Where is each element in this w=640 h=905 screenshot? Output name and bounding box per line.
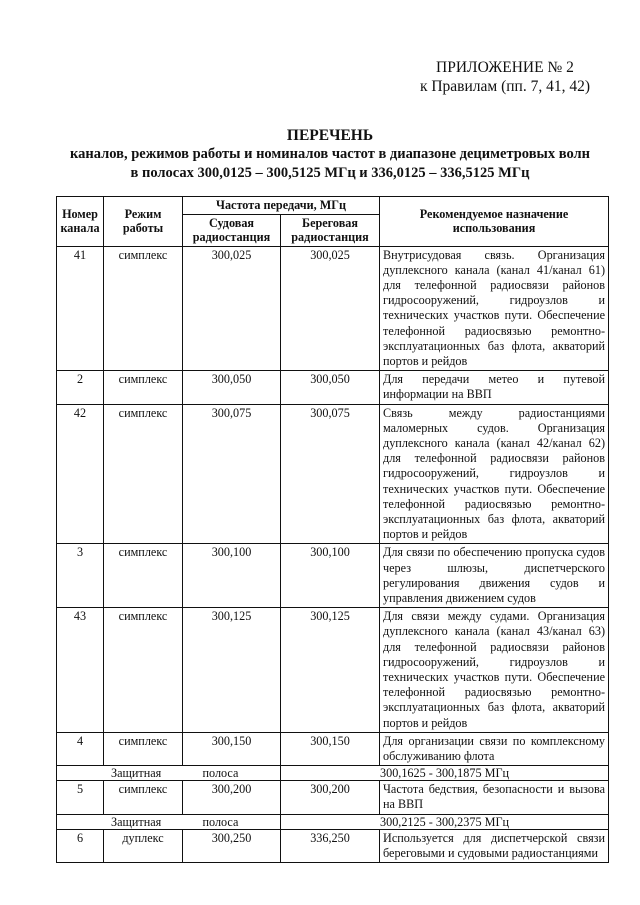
header-channel: Номер канала: [57, 197, 104, 247]
ship-frequency: 300,250: [183, 829, 281, 862]
channel-number: 42: [57, 404, 104, 544]
shore-frequency: 300,200: [281, 781, 380, 814]
ship-frequency: 300,150: [183, 732, 281, 765]
header-purpose: Рекомендуемое назначение использования: [380, 197, 609, 247]
purpose-cell: Частота бедствия, безопасности и вызова на ВВП: [380, 781, 609, 814]
document-heading: [40, 126, 620, 183]
channel-number: 43: [57, 608, 104, 733]
channel-number: 3: [57, 544, 104, 608]
guard-band-label: Защитная: [57, 766, 183, 781]
table-row: [57, 544, 609, 608]
purpose-cell: Внутрисудовая связь. Организация дуплексного канала (канал 41/канал 61) для телефонной радиосвязи районов гидросооружений, гидроузлов и технических участков пути. Обеспечение телефонной радиосвязью ремонтно-эксплуатационных баз флота, акваторий портов и рейдов: [380, 246, 609, 371]
guard-band-row: [57, 814, 609, 829]
channel-number: 5: [57, 781, 104, 814]
channel-number: 41: [57, 246, 104, 371]
purpose-cell: Для связи между судами. Организация дуплексного канала (канал 43/канал 63) для телефонной радиосвязи районов гидросооружений, гидроузлов и технических участков пути. Обеспечение телефонной радиосвязью ремонтно-эксплуатационных баз флота, акваторий портов и рейдов: [380, 608, 609, 733]
guard-band-word: полоса: [183, 814, 281, 829]
table-row: [57, 732, 609, 765]
purpose-cell: Связь между радиостанциями маломерных судов. Организация дуплексного канала (канал 42/канал 62) для телефонной радиосвязи районов гидросооружений, гидроузлов и технических участков пути. Обеспечение телефонной радиосвязью ремонтно-эксплуатационных баз флота, акваторий портов и рейдов: [380, 404, 609, 544]
ship-frequency: 300,050: [183, 371, 281, 404]
table-row: [57, 246, 609, 371]
mode-cell: симплекс: [104, 544, 183, 608]
mode-cell: симплекс: [104, 404, 183, 544]
ship-frequency: 300,200: [183, 781, 281, 814]
appendix-block: [420, 58, 590, 96]
shore-frequency: 300,150: [281, 732, 380, 765]
shore-frequency: 300,100: [281, 544, 380, 608]
purpose-cell: Для передачи метео и путевой информации на ВВП: [380, 371, 609, 404]
mode-cell: дуплекс: [104, 829, 183, 862]
channel-number: 6: [57, 829, 104, 862]
purpose-cell: Для связи по обеспечению пропуска судов через шлюзы, диспетчерского регулирования движения судов и управления движением судов: [380, 544, 609, 608]
header-frequency: Частота передачи, МГц: [183, 197, 380, 215]
mode-cell: симплекс: [104, 608, 183, 733]
guard-band-word: полоса: [183, 766, 281, 781]
document-subtitle-line2: в полосах 300,0125 – 300,5125 МГц и 336,0125 – 336,5125 МГц: [130, 165, 530, 181]
table-row: [57, 608, 609, 733]
mode-cell: симплекс: [104, 732, 183, 765]
ship-frequency: 300,100: [183, 544, 281, 608]
shore-frequency: 300,125: [281, 608, 380, 733]
appendix-title: ПРИЛОЖЕНИЕ № 2: [436, 59, 574, 76]
mode-cell: симплекс: [104, 371, 183, 404]
document-title: ПЕРЕЧЕНЬ: [286, 127, 374, 144]
shore-frequency: 300,075: [281, 404, 380, 544]
shore-frequency: 336,250: [281, 829, 380, 862]
ship-frequency: 300,125: [183, 608, 281, 733]
ship-frequency: 300,075: [183, 404, 281, 544]
ship-frequency: 300,025: [183, 246, 281, 371]
guard-band-range: 300,1625 - 300,1875 МГц: [281, 766, 609, 781]
mode-cell: симплекс: [104, 781, 183, 814]
document-subtitle-line1: каналов, режимов работы и номиналов частот в диапазоне дециметровых волн: [69, 146, 591, 162]
purpose-cell: Используется для диспетчерской связи береговыми и судовыми радиостанциями: [380, 829, 609, 862]
header-ship: Судовая радиостанция: [183, 214, 281, 246]
table-row: [57, 829, 609, 862]
channel-number: 4: [57, 732, 104, 765]
table-row: [57, 404, 609, 544]
shore-frequency: 300,050: [281, 371, 380, 404]
table-row: [57, 371, 609, 404]
channel-number: 2: [57, 371, 104, 404]
purpose-cell: Для организации связи по комплексному обслуживанию флота: [380, 732, 609, 765]
header-mode: Режим работы: [104, 197, 183, 247]
appendix-reference: к Правилам (пп. 7, 41, 42): [419, 78, 590, 95]
guard-band-row: [57, 766, 609, 781]
shore-frequency: 300,025: [281, 246, 380, 371]
mode-cell: симплекс: [104, 246, 183, 371]
channel-table: [56, 196, 609, 863]
guard-band-range: 300,2125 - 300,2375 МГц: [281, 814, 609, 829]
header-shore: Береговая радиостанция: [281, 214, 380, 246]
table-row: [57, 781, 609, 814]
guard-band-label: Защитная: [57, 814, 183, 829]
